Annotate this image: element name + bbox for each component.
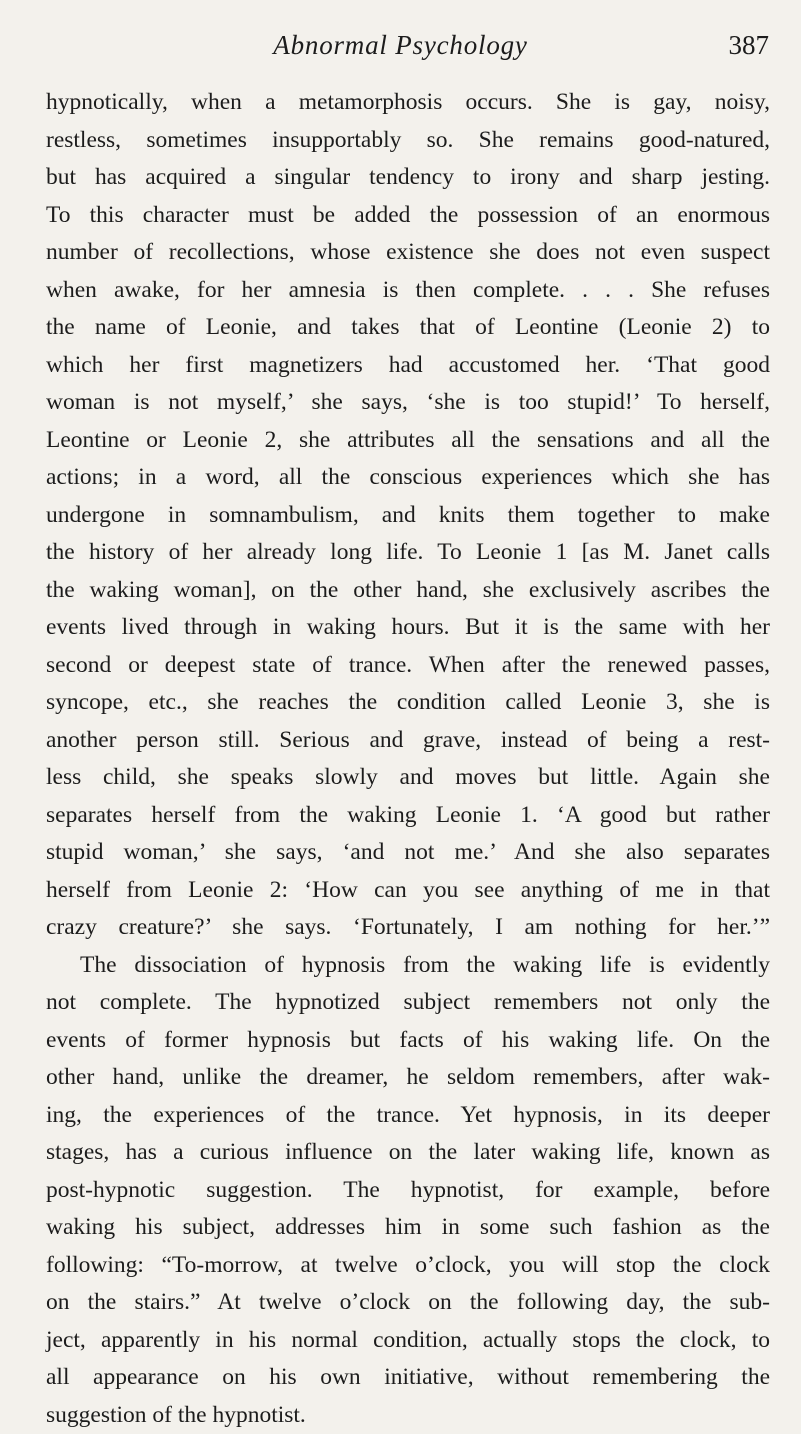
page-number: 387 (729, 30, 770, 61)
text-line: post-hypnotic suggestion. The hypnotist, for example, before (46, 1172, 770, 1210)
text-line: but has acquired a singular tendency to irony and sharp jesting. (46, 159, 770, 197)
text-line: To this character must be added the possession of an enormous (46, 197, 770, 235)
running-head (0, 16, 801, 66)
text-line: other hand, unlike the dreamer, he seldom remembers, after wak- (46, 1059, 770, 1097)
text-line: syncope, etc., she reaches the condition called Leonie 3, she is (46, 684, 770, 722)
running-title: Abnormal Psychology (0, 30, 801, 61)
paragraph-first-line: The dissociation of hypnosis from the waking life is evidently (46, 947, 770, 985)
text-line: which her first magnetizers had accustomed her. ‘That good (46, 347, 770, 385)
text-line: ing, the experiences of the trance. Yet hypnosis, in its deeper (46, 1097, 770, 1135)
text-line: crazy creature?’ she says. ‘Fortunately, I am nothing for her.’” (46, 909, 770, 947)
text-line: restless, sometimes insupportably so. She remains good-natured, (46, 122, 770, 160)
text-line: events of former hypnosis but facts of his waking life. On the (46, 1022, 770, 1060)
text-line: the history of her already long life. To Leonie 1 [as M. Janet calls (46, 534, 770, 572)
text-line: Leontine or Leonie 2, she attributes all the sensations and all the (46, 422, 770, 460)
text-line: waking his subject, addresses him in some such fashion as the (46, 1209, 770, 1247)
text-line: second or deepest state of trance. When after the renewed passes, (46, 647, 770, 685)
text-line: woman is not myself,’ she says, ‘she is too stupid!’ To herself, (46, 384, 770, 422)
text-line: not complete. The hypnotized subject remembers not only the (46, 984, 770, 1022)
text-line: all appearance on his own initiative, without remembering the (46, 1359, 770, 1397)
text-line: herself from Leonie 2: ‘How can you see anything of me in that (46, 872, 770, 910)
text-line: ject, apparently in his normal condition, actually stops the clock, to (46, 1322, 770, 1360)
text-line: when awake, for her amnesia is then complete. . . . She refuses (46, 272, 770, 310)
text-line: events lived through in waking hours. But it is the same with her (46, 609, 770, 647)
body-text (46, 84, 770, 1434)
text-line: following: “To-morrow, at twelve o’clock, you will stop the clock (46, 1247, 770, 1285)
text-line: another person still. Serious and grave, instead of being a rest- (46, 722, 770, 760)
text-line: undergone in somnambulism, and knits them together to make (46, 497, 770, 535)
text-line: actions; in a word, all the conscious experiences which she has (46, 459, 770, 497)
text-line: separates herself from the waking Leonie 1. ‘A good but rather (46, 797, 770, 835)
text-line: stages, has a curious influence on the later waking life, known as (46, 1134, 770, 1172)
text-line: the name of Leonie, and takes that of Leontine (Leonie 2) to (46, 309, 770, 347)
paragraph-last-line: suggestion of the hypnotist. (46, 1397, 770, 1434)
text-line: hypnotically, when a metamorphosis occurs. She is gay, noisy, (46, 84, 770, 122)
text-line: less child, she speaks slowly and moves but little. Again she (46, 759, 770, 797)
text-line: stupid woman,’ she says, ‘and not me.’ And she also separates (46, 834, 770, 872)
text-line: the waking woman], on the other hand, she exclusively ascribes the (46, 572, 770, 610)
text-line: on the stairs.” At twelve o’clock on the following day, the sub- (46, 1284, 770, 1322)
text-line: number of recollections, whose existence she does not even suspect (46, 234, 770, 272)
